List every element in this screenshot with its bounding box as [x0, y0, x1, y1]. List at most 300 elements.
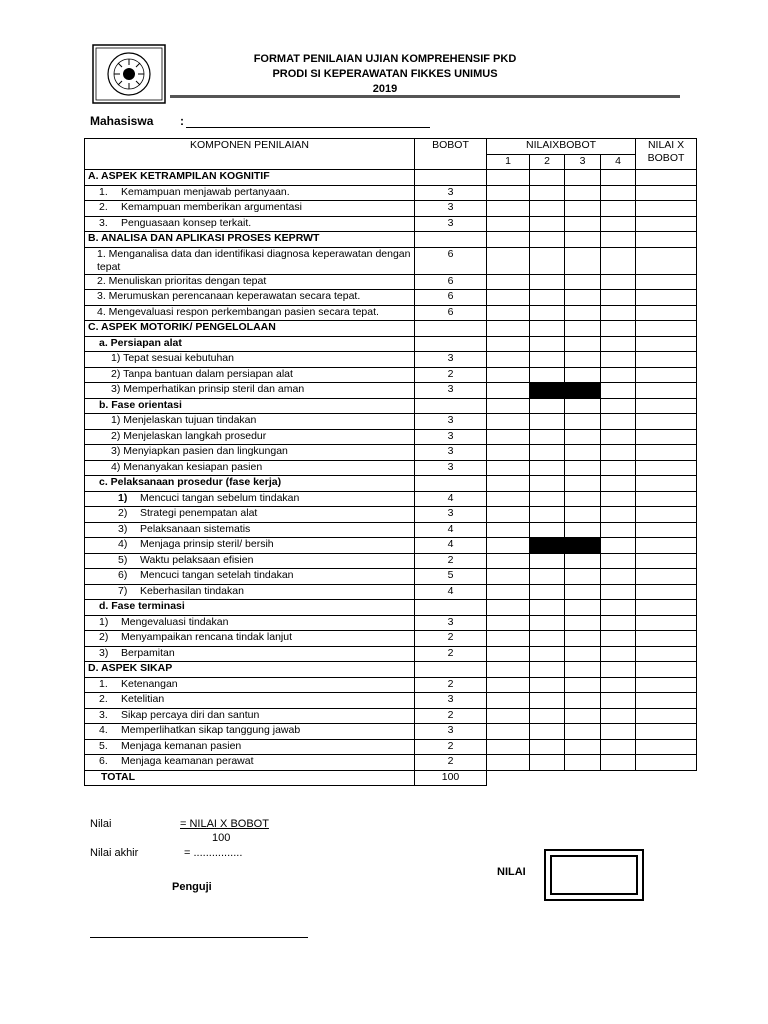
item-number: 3): [99, 646, 109, 659]
score-cell-1[interactable]: [487, 507, 530, 523]
nilai-x-bobot-cell[interactable]: [636, 739, 697, 755]
bobot-cell: 2: [415, 646, 487, 662]
nilai-x-bobot-cell[interactable]: [636, 274, 697, 290]
score-cell-2[interactable]: [530, 522, 565, 538]
score-cell-1[interactable]: [487, 755, 530, 771]
component-label: [85, 708, 415, 724]
item-text: Ketenangan: [121, 677, 178, 690]
score-cell-1[interactable]: [487, 677, 530, 693]
score-cell-3[interactable]: [565, 522, 601, 538]
item-text: Kemampuan memberikan argumentasi: [121, 201, 302, 213]
score-cell-1[interactable]: [487, 708, 530, 724]
bobot-cell: 3: [415, 216, 487, 232]
score-cell-3[interactable]: [565, 693, 601, 709]
table-row: [85, 600, 697, 616]
score-cell-4[interactable]: [601, 352, 636, 368]
score-cell-2[interactable]: [530, 538, 565, 554]
score-cell-4[interactable]: [601, 584, 636, 600]
bobot-cell: 6: [415, 274, 487, 290]
item-text: Kemampuan menjawab pertanyaan.: [121, 185, 290, 198]
score-cell-2[interactable]: [530, 708, 565, 724]
bobot-cell: 2: [415, 755, 487, 771]
score-cell-1: [487, 321, 530, 337]
nilai-x-bobot-cell: [636, 170, 697, 186]
table-row: [85, 170, 697, 186]
score-cell-1[interactable]: [487, 414, 530, 430]
score-cell-3[interactable]: [565, 677, 601, 693]
item-text: Menjaga prinsip steril/ bersih: [140, 538, 274, 550]
bobot-cell: [415, 232, 487, 248]
score-cell-1[interactable]: [487, 274, 530, 290]
item-number: 3.: [99, 216, 108, 229]
item-text: Penguasaan konsep terkait.: [121, 216, 252, 229]
score-cell-2[interactable]: [530, 615, 565, 631]
score-cell-4[interactable]: [601, 274, 636, 290]
nilai-x-bobot-cell[interactable]: [636, 429, 697, 445]
score-cell-1[interactable]: [487, 367, 530, 383]
score-cell-4[interactable]: [601, 414, 636, 430]
table-row: [85, 290, 697, 306]
score-cell-2: [530, 336, 565, 352]
component-label: [85, 398, 415, 414]
score-cell-1[interactable]: [487, 460, 530, 476]
bobot-cell: [415, 398, 487, 414]
score-cell-3[interactable]: [565, 538, 601, 554]
table-row: [85, 201, 697, 217]
signature-line[interactable]: [90, 937, 308, 938]
score-cell-4[interactable]: [601, 538, 636, 554]
score-cell-3[interactable]: [565, 584, 601, 600]
score-cell-3[interactable]: [565, 247, 601, 274]
bobot-cell: 3: [415, 724, 487, 740]
score-cell-4: [601, 336, 636, 352]
item-number: 4.: [99, 724, 108, 736]
item-number: 5): [118, 553, 128, 566]
score-cell-2[interactable]: [530, 693, 565, 709]
component-label: [85, 247, 415, 274]
score-cell-4[interactable]: [601, 491, 636, 507]
score-cell-2[interactable]: [530, 305, 565, 321]
item-text: 3) Menyiapkan pasien dan lingkungan: [111, 445, 288, 457]
component-label: [85, 755, 415, 771]
score-cell-2[interactable]: [530, 185, 565, 201]
score-cell-4[interactable]: [601, 185, 636, 201]
table-row: [85, 321, 697, 337]
item-text: 1) Tepat sesuai kebutuhan: [111, 352, 234, 364]
score-cell-3[interactable]: [565, 646, 601, 662]
score-cell-4[interactable]: [601, 445, 636, 461]
nilai-x-bobot-cell[interactable]: [636, 352, 697, 368]
item-text: 4) Menanyakan kesiapan pasien: [111, 460, 263, 473]
component-label: [85, 460, 415, 476]
item-text: Mencuci tangan setelah tindakan: [140, 569, 294, 581]
score-cell-2: [530, 398, 565, 414]
score-cell-4[interactable]: [601, 739, 636, 755]
score-cell-3[interactable]: [565, 491, 601, 507]
component-label: [85, 584, 415, 600]
component-label: [85, 770, 415, 786]
score-cell-3[interactable]: [565, 724, 601, 740]
score-cell-3[interactable]: [565, 383, 601, 399]
table-row: [85, 724, 697, 740]
score-cell-1[interactable]: [487, 305, 530, 321]
item-text: Waktu pelaksaan efisien: [140, 553, 254, 566]
item-text: d. Fase terminasi: [99, 600, 185, 612]
nilai-x-bobot-cell[interactable]: [636, 305, 697, 321]
item-text: Sikap percaya diri dan santun: [121, 708, 260, 721]
score-cell-1[interactable]: [487, 290, 530, 306]
score-cell-3: [565, 321, 601, 337]
score-cell-2[interactable]: [530, 755, 565, 771]
score-cell-3[interactable]: [565, 414, 601, 430]
component-label: [85, 305, 415, 321]
score-cell-2[interactable]: [530, 445, 565, 461]
score-cell-1[interactable]: [487, 631, 530, 647]
score-cell-4: [601, 232, 636, 248]
score-cell-2[interactable]: [530, 460, 565, 476]
score-cell-3[interactable]: [565, 507, 601, 523]
nilai-x-bobot-cell: [636, 232, 697, 248]
score-col-3: 3: [565, 154, 601, 170]
score-cell-3[interactable]: [565, 569, 601, 585]
component-label: [85, 507, 415, 523]
nilai-x-bobot-cell[interactable]: [636, 201, 697, 217]
score-cell-3[interactable]: [565, 352, 601, 368]
nilai-x-bobot-cell[interactable]: [636, 290, 697, 306]
score-cell-1[interactable]: [487, 522, 530, 538]
nilai-x-bobot-cell[interactable]: [636, 755, 697, 771]
score-cell-1[interactable]: [487, 584, 530, 600]
nilai-x-bobot-cell: [636, 398, 697, 414]
score-cell-3[interactable]: [565, 445, 601, 461]
score-cell-2[interactable]: [530, 367, 565, 383]
score-cell-4[interactable]: [601, 708, 636, 724]
nilai-x-bobot-cell[interactable]: [636, 247, 697, 274]
score-cell-4[interactable]: [601, 553, 636, 569]
item-text: a. Persiapan alat: [99, 336, 182, 349]
item-number: 1): [118, 491, 128, 504]
bobot-cell: 3: [415, 615, 487, 631]
score-cell-2[interactable]: [530, 677, 565, 693]
score-cell-2[interactable]: [530, 429, 565, 445]
score-cell-2[interactable]: [530, 290, 565, 306]
item-text: TOTAL: [101, 770, 136, 783]
score-cell-1: [487, 170, 530, 186]
assessment-table: [84, 138, 697, 786]
score-cell-4[interactable]: [601, 383, 636, 399]
nilai-akhir-value: = ................: [184, 847, 243, 859]
component-label: [85, 538, 415, 554]
item-number: 6.: [99, 755, 108, 767]
bobot-cell: 2: [415, 553, 487, 569]
title-line-2: PRODI SI KEPERAWATAN FIKKES UNIMUS: [272, 68, 498, 80]
item-text: 3) Memperhatikan prinsip steril dan aman: [111, 383, 305, 395]
table-row: [85, 739, 697, 755]
item-text: b. Fase orientasi: [99, 398, 182, 411]
item-number: 1): [99, 615, 109, 628]
score-cell-3[interactable]: [565, 290, 601, 306]
nilai-x-bobot-cell[interactable]: [636, 646, 697, 662]
score-cell-2[interactable]: [530, 584, 565, 600]
score-cell-3[interactable]: [565, 708, 601, 724]
bobot-cell: 2: [415, 677, 487, 693]
bobot-cell: 6: [415, 247, 487, 274]
score-cell-1[interactable]: [487, 216, 530, 232]
nilai-x-bobot-cell[interactable]: [636, 491, 697, 507]
component-label: [85, 569, 415, 585]
bobot-cell: 6: [415, 290, 487, 306]
score-cell-1[interactable]: [487, 491, 530, 507]
table-row: [85, 507, 697, 523]
mahasiswa-field[interactable]: :: [180, 114, 430, 128]
score-cell-4[interactable]: [601, 429, 636, 445]
bobot-cell: 6: [415, 305, 487, 321]
bobot-cell: 2: [415, 708, 487, 724]
score-cell-2[interactable]: [530, 553, 565, 569]
nilai-x-bobot-cell[interactable]: [636, 522, 697, 538]
score-cell-2[interactable]: [530, 352, 565, 368]
score-cell-1[interactable]: [487, 445, 530, 461]
score-cell-2: [530, 170, 565, 186]
bobot-cell: 100: [415, 770, 487, 786]
score-cell-2[interactable]: [530, 724, 565, 740]
item-text: Berpamitan: [121, 646, 175, 659]
nilai-x-bobot-cell[interactable]: [636, 693, 697, 709]
table-row: [85, 569, 697, 585]
header-nilai-x-bobot: NILAI X BOBOT: [636, 139, 697, 170]
score-cell-4[interactable]: [601, 247, 636, 274]
score-cell-1[interactable]: [487, 646, 530, 662]
score-cell-4[interactable]: [601, 460, 636, 476]
score-cell-2: [530, 232, 565, 248]
score-cell-4[interactable]: [601, 201, 636, 217]
item-text: C. ASPEK MOTORIK/ PENGELOLAAN: [88, 321, 276, 333]
total-blank: [487, 770, 697, 786]
table-row: [85, 476, 697, 492]
component-label: [85, 414, 415, 430]
score-cell-1[interactable]: [487, 201, 530, 217]
component-label: [85, 739, 415, 755]
table-row: [85, 429, 697, 445]
bobot-cell: 5: [415, 569, 487, 585]
table-row: [85, 755, 697, 771]
nilai-x-bobot-cell[interactable]: [636, 553, 697, 569]
table-row: [85, 460, 697, 476]
nilai-x-bobot-cell[interactable]: [636, 584, 697, 600]
item-text: 1. Menganalisa data dan identifikasi diagnosa keperawatan dengan tepat: [97, 247, 411, 273]
mahasiswa-label: Mahasiswa: [90, 114, 154, 128]
score-cell-2[interactable]: [530, 201, 565, 217]
nilai-x-bobot-cell[interactable]: [636, 507, 697, 523]
table-row: [85, 662, 697, 678]
bobot-cell: [415, 662, 487, 678]
score-cell-4[interactable]: [601, 615, 636, 631]
score-cell-4[interactable]: [601, 290, 636, 306]
score-cell-1[interactable]: [487, 247, 530, 274]
nilai-x-bobot-cell[interactable]: [636, 383, 697, 399]
score-cell-2[interactable]: [530, 383, 565, 399]
item-text: 1) Menjelaskan tujuan tindakan: [111, 414, 257, 426]
score-cell-1[interactable]: [487, 693, 530, 709]
item-number: 1.: [99, 677, 108, 690]
bobot-cell: 3: [415, 693, 487, 709]
header-nilaixbobot: NILAIXBOBOT: [487, 139, 636, 155]
nilai-x-bobot-cell[interactable]: [636, 216, 697, 232]
item-number: 2): [99, 631, 109, 643]
score-cell-4[interactable]: [601, 367, 636, 383]
score-cell-4[interactable]: [601, 693, 636, 709]
score-cell-2[interactable]: [530, 631, 565, 647]
table-row: [85, 538, 697, 554]
nilai-x-bobot-cell[interactable]: [636, 677, 697, 693]
score-cell-3[interactable]: [565, 631, 601, 647]
table-row: [85, 491, 697, 507]
component-label: [85, 662, 415, 678]
component-label: [85, 367, 415, 383]
nilai-x-bobot-cell[interactable]: [636, 460, 697, 476]
score-cell-4[interactable]: [601, 305, 636, 321]
component-label: [85, 429, 415, 445]
bobot-cell: 2: [415, 367, 487, 383]
header-rule: [170, 95, 680, 98]
score-cell-4: [601, 398, 636, 414]
score-cell-2[interactable]: [530, 274, 565, 290]
score-cell-4: [601, 170, 636, 186]
nilai-box-inner: [550, 855, 638, 895]
table-row: [85, 553, 697, 569]
score-cell-1[interactable]: [487, 615, 530, 631]
bobot-cell: 3: [415, 507, 487, 523]
score-cell-1[interactable]: [487, 724, 530, 740]
nilai-x-bobot-cell[interactable]: [636, 538, 697, 554]
title-year: 2019: [372, 83, 398, 95]
score-cell-1[interactable]: [487, 538, 530, 554]
component-label: [85, 216, 415, 232]
component-label: [85, 170, 415, 186]
nilai-x-bobot-cell[interactable]: [636, 724, 697, 740]
score-cell-4[interactable]: [601, 522, 636, 538]
score-cell-3[interactable]: [565, 185, 601, 201]
score-cell-1[interactable]: [487, 383, 530, 399]
score-cell-3[interactable]: [565, 305, 601, 321]
score-cell-4[interactable]: [601, 631, 636, 647]
score-cell-2: [530, 321, 565, 337]
item-text: Menjaga kemanan pasien: [121, 739, 242, 752]
bobot-cell: 3: [415, 414, 487, 430]
item-number: 4): [118, 538, 128, 550]
table-row: [85, 693, 697, 709]
score-cell-3[interactable]: [565, 755, 601, 771]
bobot-cell: 3: [415, 352, 487, 368]
bobot-cell: 2: [415, 739, 487, 755]
nilai-x-bobot-cell[interactable]: [636, 445, 697, 461]
item-number: 2.: [99, 693, 108, 705]
score-cell-3[interactable]: [565, 274, 601, 290]
score-cell-4[interactable]: [601, 507, 636, 523]
nilai-x-bobot-cell[interactable]: [636, 185, 697, 201]
table-row: [85, 336, 697, 352]
score-cell-4[interactable]: [601, 724, 636, 740]
score-cell-3[interactable]: [565, 553, 601, 569]
nilai-x-bobot-cell[interactable]: [636, 367, 697, 383]
score-cell-3[interactable]: [565, 460, 601, 476]
item-number: 3.: [99, 708, 108, 721]
score-cell-4[interactable]: [601, 216, 636, 232]
score-cell-2[interactable]: [530, 216, 565, 232]
item-number: 5.: [99, 739, 108, 752]
nilai-x-bobot-cell[interactable]: [636, 414, 697, 430]
component-label: [85, 336, 415, 352]
component-label: [85, 615, 415, 631]
score-cell-2[interactable]: [530, 507, 565, 523]
score-cell-1[interactable]: [487, 185, 530, 201]
score-cell-2[interactable]: [530, 569, 565, 585]
score-cell-4[interactable]: [601, 569, 636, 585]
nilai-x-bobot-cell[interactable]: [636, 708, 697, 724]
score-cell-1: [487, 600, 530, 616]
nilai-akhir-label: Nilai akhir: [90, 847, 139, 859]
score-cell-1[interactable]: [487, 553, 530, 569]
nilai-x-bobot-cell[interactable]: [636, 631, 697, 647]
score-cell-2[interactable]: [530, 414, 565, 430]
table-row: [85, 247, 697, 274]
score-cell-2[interactable]: [530, 247, 565, 274]
score-cell-1: [487, 336, 530, 352]
item-number: 2.: [99, 201, 108, 213]
score-cell-3[interactable]: [565, 201, 601, 217]
score-cell-1[interactable]: [487, 739, 530, 755]
table-row: [85, 646, 697, 662]
score-cell-3[interactable]: [565, 367, 601, 383]
score-cell-2[interactable]: [530, 739, 565, 755]
item-text: B. ANALISA DAN APLIKASI PROSES KEPRWT: [88, 232, 320, 244]
component-label: [85, 383, 415, 399]
nilai-box-label: NILAI: [497, 866, 526, 878]
item-text: Memperlihatkan sikap tanggung jawab: [121, 724, 301, 736]
item-number: 1.: [99, 185, 108, 198]
score-cell-2[interactable]: [530, 491, 565, 507]
score-cell-3[interactable]: [565, 615, 601, 631]
score-cell-2[interactable]: [530, 646, 565, 662]
nilai-x-bobot-cell[interactable]: [636, 615, 697, 631]
bobot-cell: 4: [415, 522, 487, 538]
score-cell-4[interactable]: [601, 646, 636, 662]
item-text: Strategi penempatan alat: [140, 507, 258, 519]
score-cell-1[interactable]: [487, 352, 530, 368]
score-cell-1: [487, 232, 530, 248]
score-cell-3[interactable]: [565, 739, 601, 755]
score-cell-4[interactable]: [601, 755, 636, 771]
item-text: Pelaksanaan sistematis: [140, 522, 251, 535]
score-cell-1[interactable]: [487, 569, 530, 585]
score-cell-4: [601, 321, 636, 337]
score-cell-3[interactable]: [565, 429, 601, 445]
table-row: [85, 216, 697, 232]
score-cell-4[interactable]: [601, 677, 636, 693]
bobot-cell: 3: [415, 460, 487, 476]
score-cell-2: [530, 600, 565, 616]
score-cell-3: [565, 662, 601, 678]
score-cell-3[interactable]: [565, 216, 601, 232]
nilai-x-bobot-cell: [636, 321, 697, 337]
bobot-cell: 2: [415, 631, 487, 647]
item-text: c. Pelaksanaan prosedur (fase kerja): [99, 476, 282, 488]
item-text: Menyampaikan rencana tindak lanjut: [121, 631, 293, 643]
score-cell-1[interactable]: [487, 429, 530, 445]
bobot-cell: 3: [415, 429, 487, 445]
item-text: Mengevaluasi tindakan: [121, 615, 229, 628]
nilai-x-bobot-cell[interactable]: [636, 569, 697, 585]
